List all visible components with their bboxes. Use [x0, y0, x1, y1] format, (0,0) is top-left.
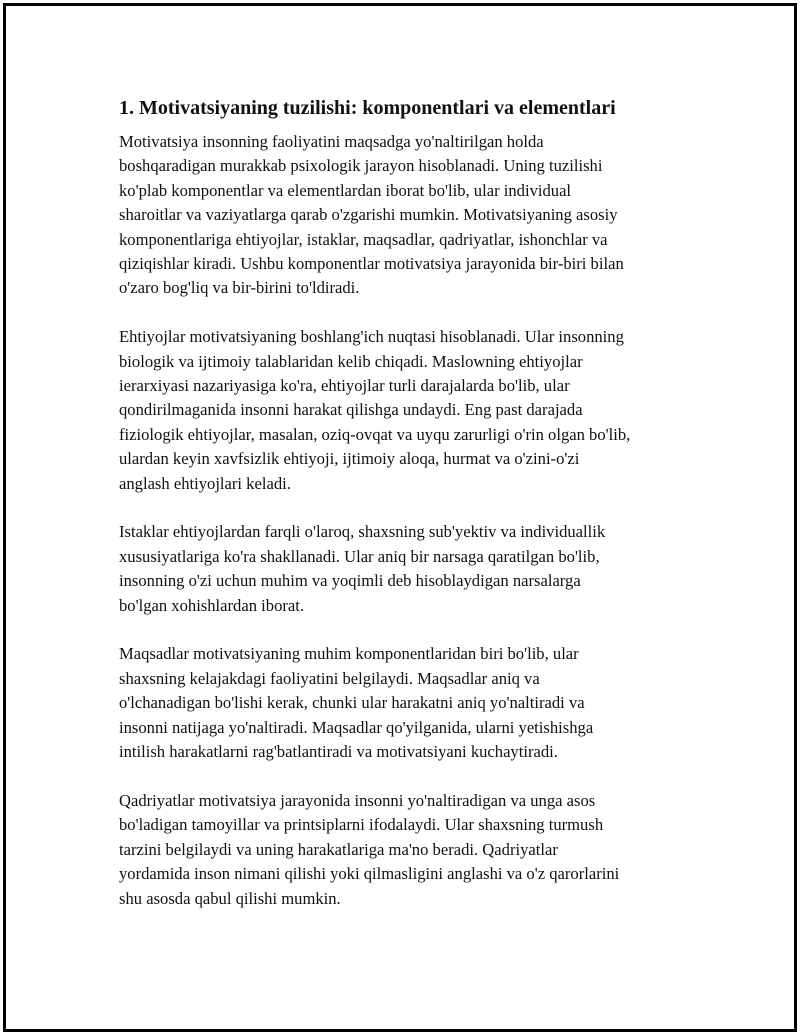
text-line: Motivatsiya insonning faoliyatini maqsadga yo'naltirilgan holda	[119, 132, 544, 151]
text-line: intilish harakatlarni rag'batlantiradi va motivatsiyani kuchaytiradi.	[119, 742, 558, 762]
paragraph-desires	[119, 520, 699, 618]
text-line: Maqsadlar motivatsiyaning muhim komponentlaridan biri bo'lib, ular	[119, 644, 579, 664]
text-line: ulardan keyin xavfsizlik ehtiyoji, ijtimoiy aloqa, hurmat va o'zini-o'zi	[119, 449, 580, 469]
text-line: insonning o'zi uchun muhim va yoqimli deb hisoblaydigan narsalarga	[119, 571, 581, 591]
text-line: bo'lgan xohishlardan iborat.	[119, 595, 305, 615]
text-line: Istaklar ehtiyojlardan farqli o'laroq, shaxsning sub'yektiv va individuallik	[119, 522, 606, 542]
paragraph-goals	[119, 642, 699, 764]
text-line: komponentlariga ehtiyojlar, istaklar, maqsadlar, qadriyatlar, ishonchlar va	[119, 229, 608, 249]
text-line: tarzini belgilaydi va uning harakatlariga ma'no beradi. Qadriyatlar	[119, 839, 558, 859]
text-line: Qadriyatlar motivatsiya jarayonida insonni yo'naltiradigan va unga asos	[119, 790, 596, 810]
text-line: shu asosda qabul qilishi mumkin.	[119, 888, 341, 908]
text-line: anglash ehtiyojlari keladi.	[119, 473, 291, 493]
section-heading: 1. Motivatsiyaning tuzilishi: komponentlari va elementlari	[119, 97, 616, 119]
text-line: qiziqishlar kiradi. Ushbu komponentlar motivatsiya jarayonida bir-biri bilan	[119, 254, 624, 274]
text-line: qondirilmaganida insonni harakat qilishga undaydi. Eng past darajada	[119, 400, 583, 420]
text-line: bo'ladigan tamoyillar va printsiplarni ifodalaydi. Ular shaxsning turmush	[119, 815, 604, 835]
text-line: biologik va ijtimoiy talablaridan kelib chiqadi. Maslowning ehtiyojlar	[119, 351, 583, 371]
text-line: o'lchanadigan bo'lishi kerak, chunki ular harakatni aniq yo'naltiradi va	[119, 693, 585, 713]
text-line: ierarxiyasi nazariyasiga ko'ra, ehtiyojlar turli darajalarda bo'lib, ular	[119, 376, 570, 396]
paragraph-values	[119, 789, 699, 911]
document-body	[119, 94, 699, 935]
text-line: boshqaradigan murakkab psixologik jarayon hisoblanadi. Uning tuzilishi	[119, 156, 603, 176]
text-line: fiziologik ehtiyojlar, masalan, oziq-ovqat va uyqu zarurligi o'rin olgan bo'lib,	[119, 424, 631, 444]
text-line: xususiyatlariga ko'ra shakllanadi. Ular aniq bir narsaga qaratilgan bo'lib,	[119, 546, 600, 566]
text-line: Ehtiyojlar motivatsiyaning boshlang'ich nuqtasi hisoblanadi. Ular insonning	[119, 327, 624, 347]
text-line: insonni natijaga yo'naltiradi. Maqsadlar qo'yilganida, ularni yetishishga	[119, 717, 594, 737]
paragraph-needs	[119, 325, 699, 496]
text-line: sharoitlar va vaziyatlarga qarab o'zgarishi mumkin. Motivatsiyaning asosiy	[119, 205, 618, 225]
paragraph-intro	[119, 130, 699, 301]
text-line: yordamida inson nimani qilishi yoki qilmasligini anglashi va o'z qarorlarini	[119, 864, 620, 884]
text-line: o'zaro bog'liq va bir-birini to'ldiradi.	[119, 278, 360, 298]
text-line: shaxsning kelajakdagi faoliyatini belgilaydi. Maqsadlar aniq va	[119, 668, 540, 688]
text-line: ko'plab komponentlar va elementlardan iborat bo'lib, ular individual	[119, 180, 572, 200]
